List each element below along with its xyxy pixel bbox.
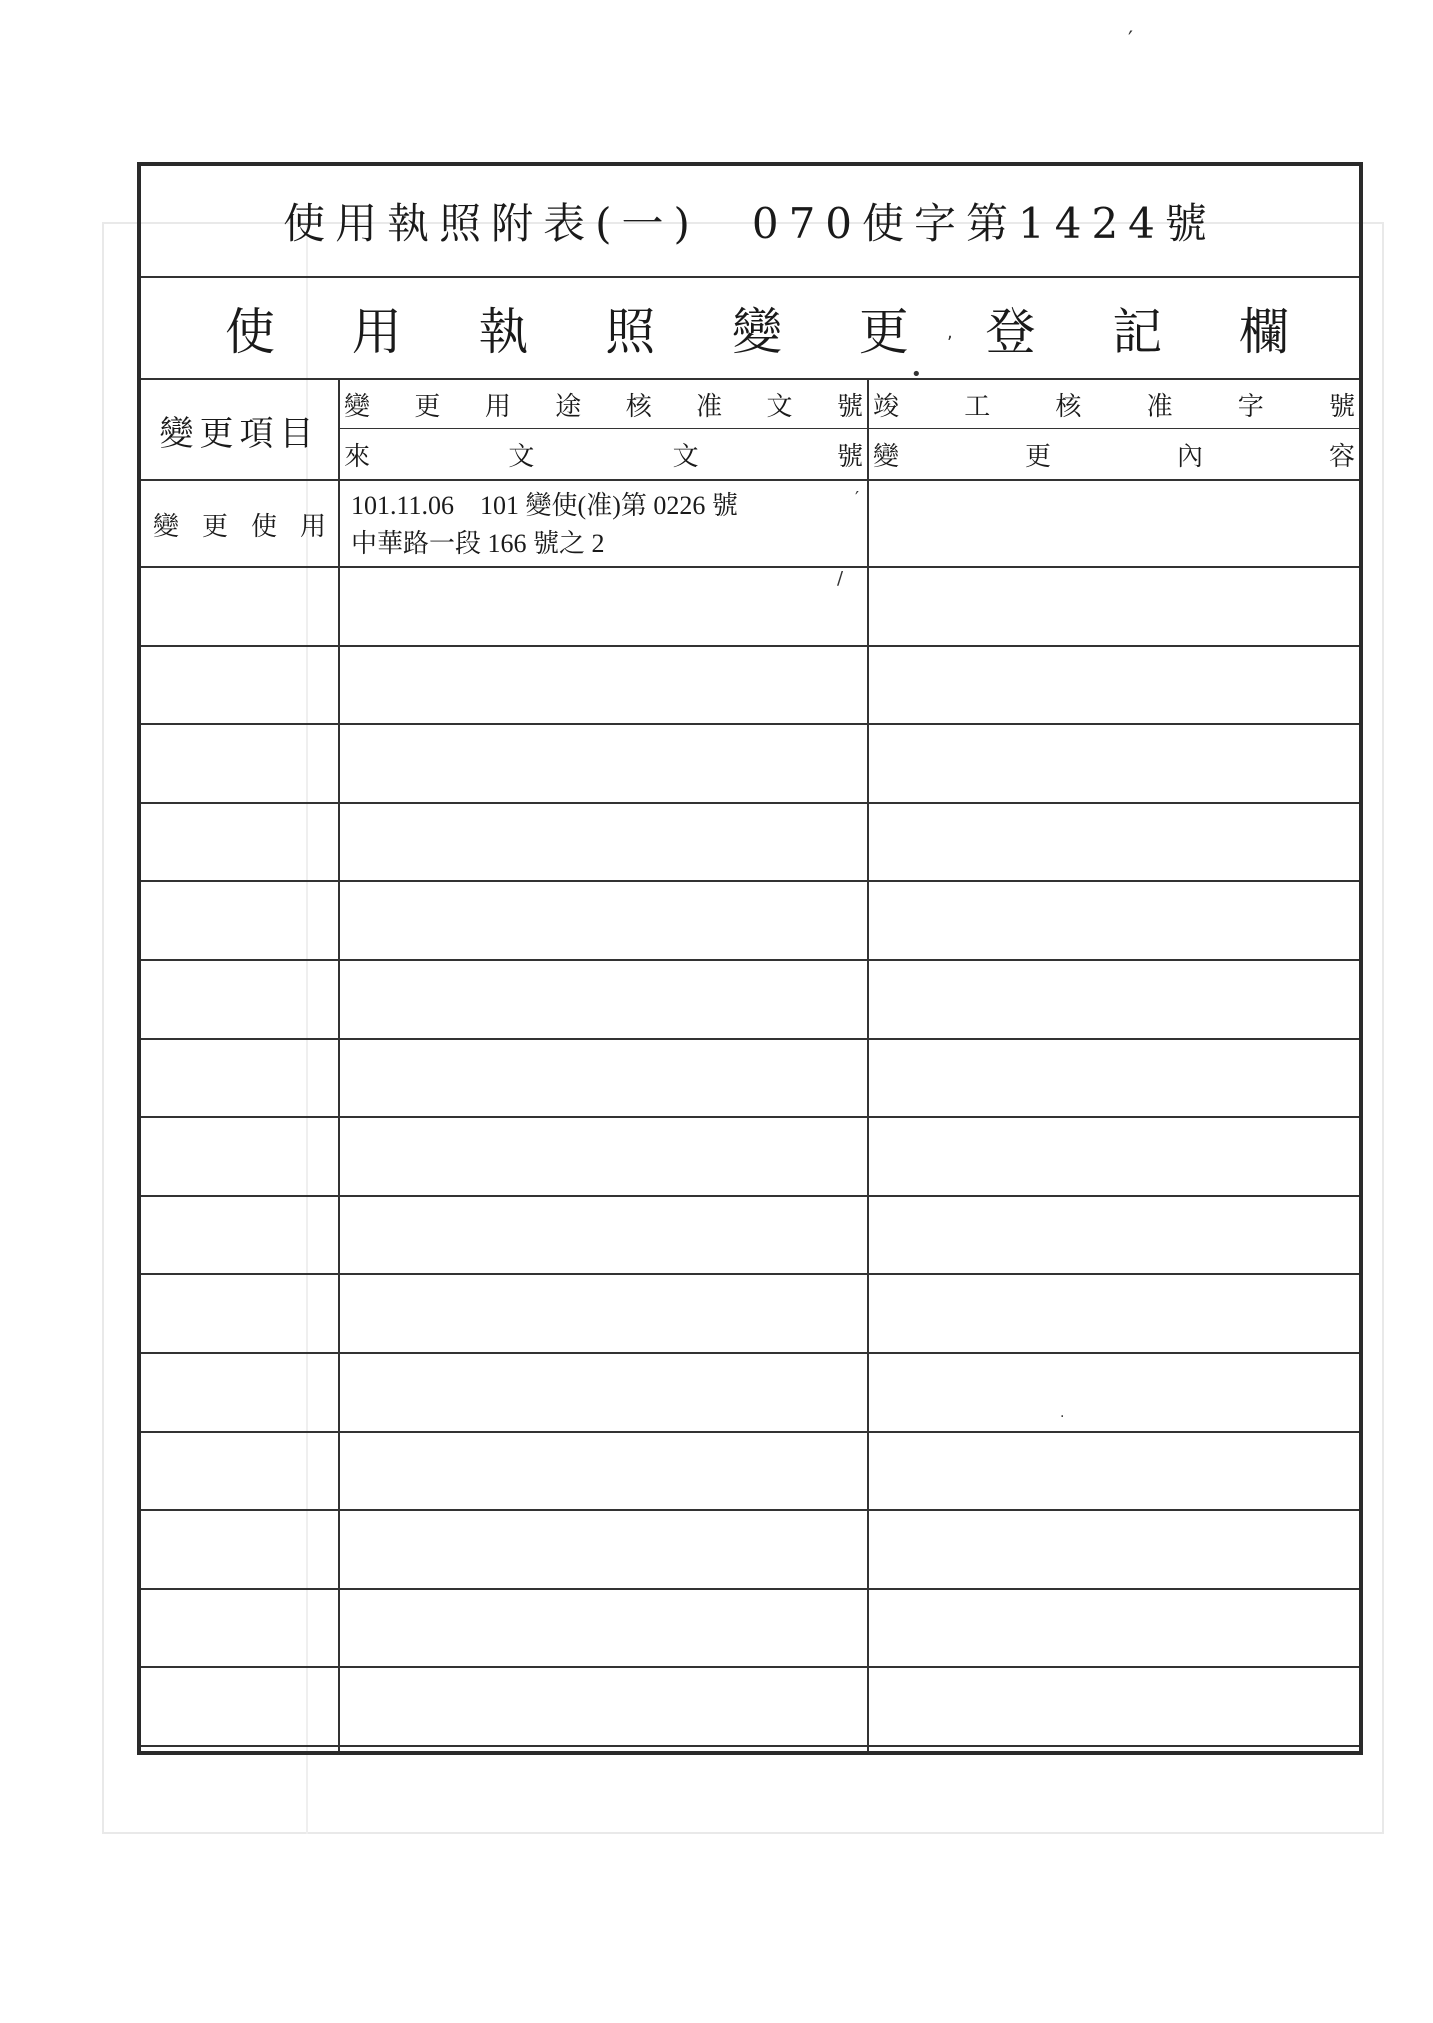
header-incoming-doc-no-char: 文 bbox=[672, 441, 699, 472]
table-row-line bbox=[141, 566, 1359, 568]
entry-change-item-char: 用 bbox=[299, 511, 326, 542]
subtitle-char: 欄 bbox=[1239, 303, 1289, 361]
stray-tick-2: ′ bbox=[855, 488, 860, 509]
header-incoming-doc-no-char: 號 bbox=[836, 441, 863, 472]
header-completion-approval-no-char: 工 bbox=[964, 391, 991, 422]
stray-mark-top-right: ′ bbox=[1128, 28, 1133, 53]
subtitle-char: 執 bbox=[478, 303, 529, 361]
header-completion-approval-no-char: 竣 bbox=[873, 391, 900, 422]
entry-change-item bbox=[147, 482, 332, 566]
header-change-content-char: 內 bbox=[1176, 441, 1203, 472]
entry-change-item-char: 變 bbox=[153, 511, 180, 542]
entry-change-item-char: 更 bbox=[201, 511, 228, 542]
table-row-line bbox=[141, 1745, 1359, 1747]
form-title: 使用執照附表(一) 070使字第1424號 bbox=[283, 199, 1217, 248]
header-approval-doc-no-char: 准 bbox=[696, 391, 723, 422]
table-row-line bbox=[141, 723, 1359, 725]
header-approval-doc-no-char: 更 bbox=[414, 391, 441, 422]
header-approval-doc-no-char: 號 bbox=[836, 391, 863, 422]
subtitle-char: 用 bbox=[351, 303, 402, 361]
table-row-line bbox=[141, 1666, 1359, 1668]
header-change-item-label: 變更項目 bbox=[159, 413, 320, 454]
table-row-line bbox=[141, 1352, 1359, 1354]
table-row-line bbox=[141, 1116, 1359, 1118]
stray-tick-3: / bbox=[837, 568, 844, 589]
license-appendix-form bbox=[137, 162, 1363, 1755]
table-row-line bbox=[141, 1273, 1359, 1275]
header-approval-doc-no-char: 途 bbox=[555, 391, 582, 422]
header-approval-doc-no-char: 核 bbox=[625, 391, 652, 422]
header-incoming-doc-no bbox=[340, 429, 867, 479]
header-approval-doc-no-char: 用 bbox=[484, 391, 511, 422]
header-completion-approval-no-char: 准 bbox=[1146, 391, 1173, 422]
header-change-content-char: 容 bbox=[1328, 441, 1355, 472]
column-divider-2 bbox=[867, 380, 869, 1751]
subtitle-char: 登 bbox=[985, 303, 1036, 361]
header-completion-approval-no-char: 字 bbox=[1237, 391, 1264, 422]
subtitle-char: 變 bbox=[732, 303, 782, 361]
table-row-line bbox=[141, 802, 1359, 804]
table-row-line bbox=[141, 645, 1359, 647]
subtitle-char: 更 bbox=[858, 303, 909, 361]
entry-change-item-char: 使 bbox=[250, 511, 277, 542]
header-bottom-line bbox=[141, 479, 1359, 481]
entry-approval-line-1: 101.11.06 101 變使(准)第 0226 號 bbox=[351, 491, 738, 520]
subtitle-char: 使 bbox=[225, 303, 275, 361]
header-approval-doc-no bbox=[340, 380, 867, 428]
header-incoming-doc-no-char: 來 bbox=[344, 441, 371, 472]
entry-approval-line-2: 中華路一段 166 號之 2 bbox=[351, 529, 605, 558]
column-divider-1 bbox=[338, 380, 340, 1751]
form-title-row bbox=[141, 166, 1359, 278]
header-change-content bbox=[869, 429, 1359, 479]
stray-dot: . bbox=[1060, 1405, 1065, 1421]
subtitle-char: 照 bbox=[605, 303, 656, 361]
table-row-line bbox=[141, 1431, 1359, 1433]
table-row-line bbox=[141, 1509, 1359, 1511]
header-change-content-char: 更 bbox=[1024, 441, 1051, 472]
header-completion-approval-no-char: 核 bbox=[1055, 391, 1082, 422]
table-row-line bbox=[141, 1038, 1359, 1040]
header-incoming-doc-no-char: 文 bbox=[508, 441, 535, 472]
subtitle-char: 記 bbox=[1112, 303, 1163, 361]
table-row-line bbox=[141, 880, 1359, 882]
table-row-line bbox=[141, 1588, 1359, 1590]
header-completion-approval-no bbox=[869, 380, 1359, 428]
header-change-item bbox=[141, 380, 338, 480]
form-subtitle-row bbox=[141, 278, 1359, 380]
ink-dot: • bbox=[911, 364, 922, 385]
header-change-content-char: 變 bbox=[873, 441, 900, 472]
stray-tick-1: , bbox=[947, 322, 953, 343]
header-approval-doc-no-char: 變 bbox=[344, 391, 371, 422]
table-row-line bbox=[141, 959, 1359, 961]
header-approval-doc-no-char: 文 bbox=[766, 391, 793, 422]
header-completion-approval-no-char: 號 bbox=[1328, 391, 1355, 422]
table-row-line bbox=[141, 1195, 1359, 1197]
